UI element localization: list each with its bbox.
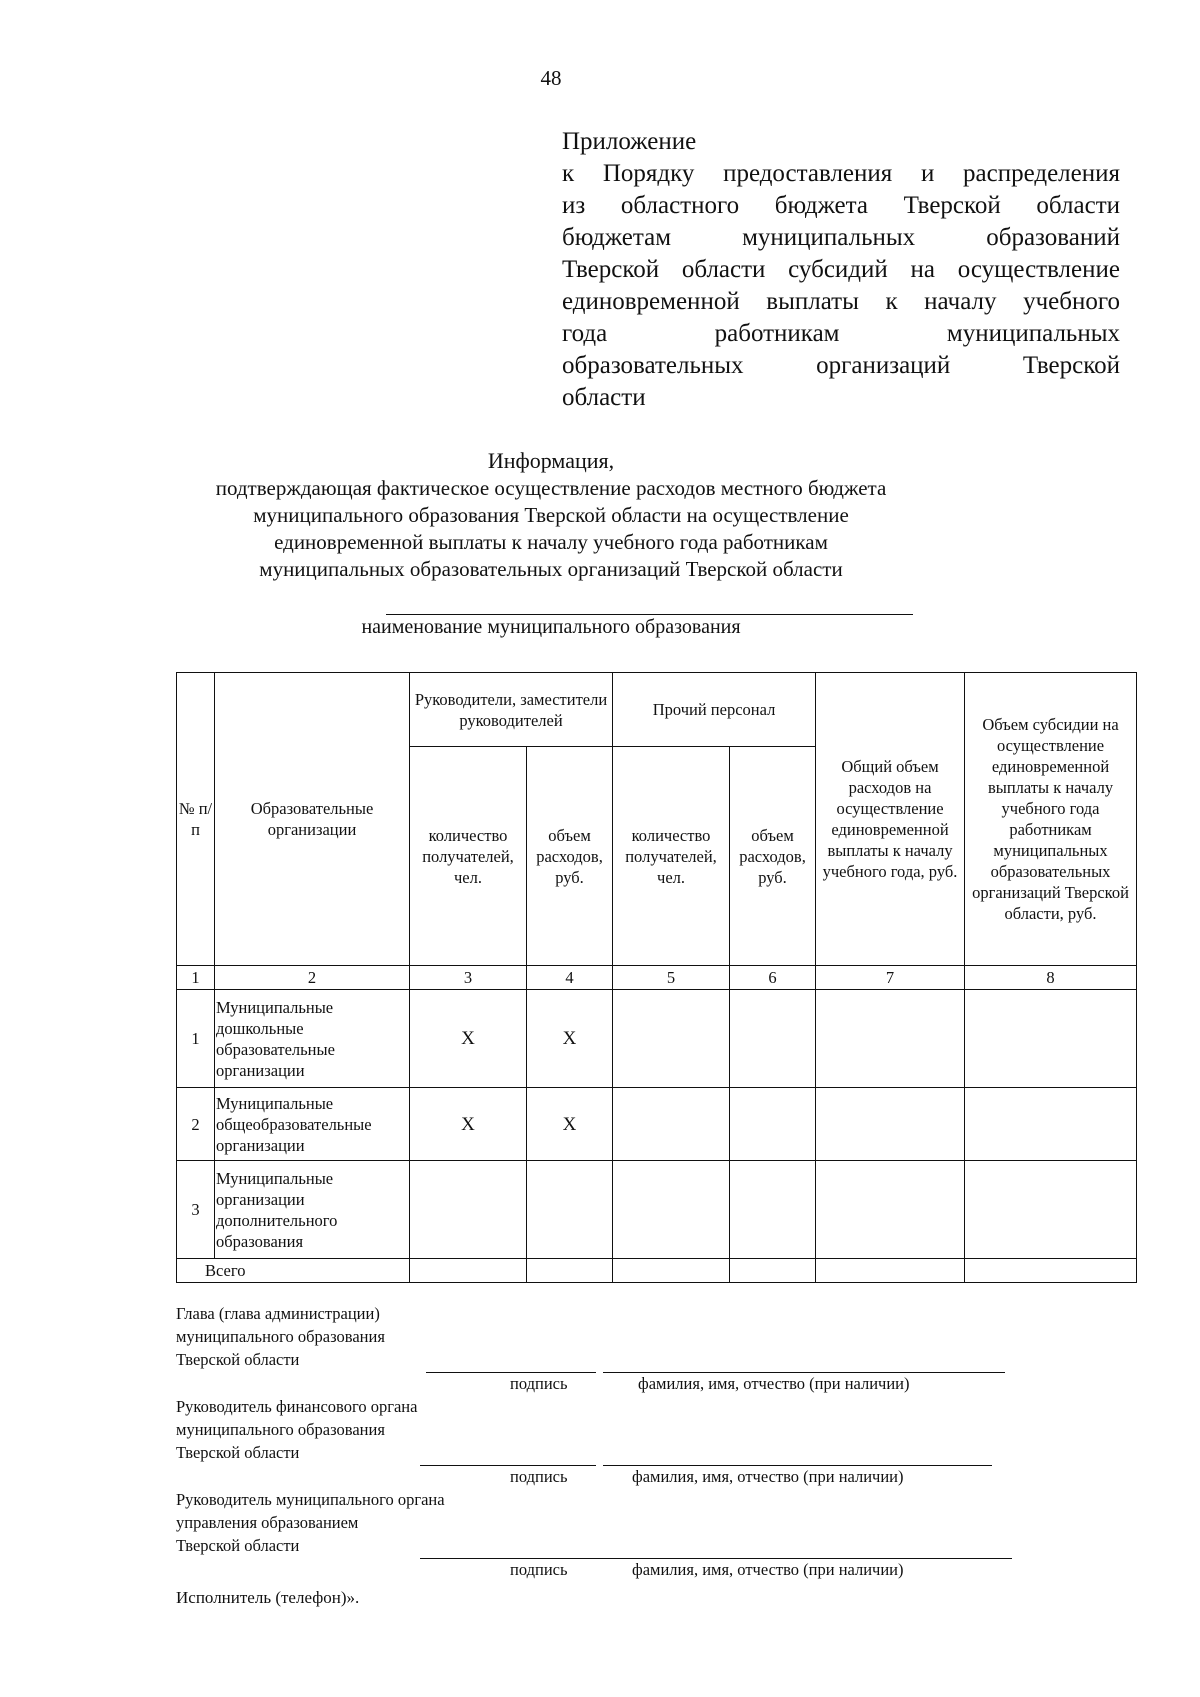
column-number: 3	[410, 966, 527, 990]
header-count: количество получателей, чел.	[613, 747, 730, 966]
column-number: 5	[613, 966, 730, 990]
signature-role-line: Тверской области	[176, 1443, 300, 1462]
signature-line[interactable]	[426, 1372, 596, 1373]
appendix-header	[562, 126, 1120, 414]
table-row	[177, 1161, 1137, 1259]
total-cell-8[interactable]	[965, 1259, 1137, 1283]
row-org: Муниципальные общеобразовательные организации	[215, 1088, 410, 1161]
signature-role-line: Тверской области	[176, 1350, 300, 1369]
signature-role-line: Тверской области	[176, 1536, 300, 1555]
header-amount: объем расходов, руб.	[730, 747, 816, 966]
header-num: № п/п	[177, 673, 215, 966]
column-number: 1	[177, 966, 215, 990]
name-caption: фамилия, имя, отчество (при наличии)	[632, 1467, 904, 1486]
row-cell-8[interactable]	[965, 990, 1137, 1088]
column-number: 6	[730, 966, 816, 990]
signature-block-education	[176, 1488, 1036, 1557]
row-cell-8[interactable]	[965, 1161, 1137, 1259]
table-row	[177, 990, 1137, 1088]
signature-caption: подпись	[510, 1467, 568, 1486]
page-number: 48	[540, 66, 562, 90]
signature-line[interactable]	[420, 1465, 596, 1466]
row-num: 3	[177, 1161, 215, 1259]
appendix-line: области	[562, 384, 646, 411]
appendix-line: бюджетам муниципальных образований	[562, 224, 1120, 251]
column-number: 7	[816, 966, 965, 990]
total-label: Всего	[177, 1259, 410, 1283]
signature-role-line: муниципального образования	[176, 1420, 385, 1439]
header-amount: объем расходов, руб.	[527, 747, 613, 966]
signature-and-name-line[interactable]	[420, 1558, 1012, 1559]
row-cell-3[interactable]: X	[410, 1088, 527, 1161]
row-cell-4[interactable]	[527, 1161, 613, 1259]
column-number: 4	[527, 966, 613, 990]
info-title: Информация,	[487, 448, 615, 473]
row-num: 2	[177, 1088, 215, 1161]
total-cell-6[interactable]	[730, 1259, 816, 1283]
signature-role-line: Руководитель муниципального органа	[176, 1490, 445, 1509]
row-cell-5[interactable]	[613, 1088, 730, 1161]
executor-label: Исполнитель (телефон)».	[176, 1588, 360, 1607]
total-cell-3[interactable]	[410, 1259, 527, 1283]
header-count: количество получателей, чел.	[410, 747, 527, 966]
report-table	[176, 672, 1137, 1283]
column-number: 8	[965, 966, 1137, 990]
row-cell-7[interactable]	[816, 1161, 965, 1259]
appendix-line: из областного бюджета Тверской области	[562, 192, 1120, 219]
info-description	[40, 475, 1062, 583]
row-cell-3[interactable]	[410, 1161, 527, 1259]
column-number: 2	[215, 966, 410, 990]
appendix-line: к Порядку предоставления и распределения	[562, 160, 1120, 187]
appendix-line: года работникам муниципальных	[562, 320, 1120, 347]
row-cell-4[interactable]: X	[527, 990, 613, 1088]
row-cell-8[interactable]	[965, 1088, 1137, 1161]
signature-caption: подпись	[510, 1560, 568, 1579]
header-group-managers: Руководители, заместители руководителей	[410, 673, 613, 747]
total-cell-4[interactable]	[527, 1259, 613, 1283]
row-cell-5[interactable]	[613, 990, 730, 1088]
header-subsidy: Объем субсидии на осуществление единовременной выплаты к началу учебного года работникам муниципальных образовательных организаций Тверской области, руб.	[965, 673, 1137, 966]
info-line: муниципальных образовательных организаций Тверской области	[259, 557, 843, 581]
row-cell-6[interactable]	[730, 1088, 816, 1161]
total-cell-5[interactable]	[613, 1259, 730, 1283]
row-org: Муниципальные дошкольные образовательные организации	[215, 990, 410, 1088]
row-cell-3[interactable]: X	[410, 990, 527, 1088]
appendix-line: образовательных организаций Тверской	[562, 352, 1120, 379]
row-cell-5[interactable]	[613, 1161, 730, 1259]
column-numbers-row	[177, 966, 1137, 990]
header-total-expenses: Общий объем расходов на осуществление единовременной выплаты к началу учебного года, руб.	[816, 673, 965, 966]
row-org: Муниципальные организации дополнительного образования	[215, 1161, 410, 1259]
appendix-title: Приложение	[562, 128, 697, 155]
row-cell-7[interactable]	[816, 990, 965, 1088]
name-line[interactable]	[603, 1465, 992, 1466]
name-line[interactable]	[603, 1372, 1005, 1373]
total-row	[177, 1259, 1137, 1283]
name-caption: фамилия, имя, отчество (при наличии)	[632, 1560, 904, 1579]
header-group-other-staff: Прочий персонал	[613, 673, 816, 747]
row-cell-6[interactable]	[730, 1161, 816, 1259]
signature-role-line: управления образованием	[176, 1513, 359, 1532]
info-line: единовременной выплаты к началу учебного года работникам	[274, 530, 828, 554]
signature-caption: подпись	[510, 1374, 568, 1393]
signature-role-line: Глава (глава администрации)	[176, 1304, 380, 1323]
info-line: муниципального образования Тверской области на осуществление	[253, 503, 849, 527]
appendix-line: единовременной выплаты к началу учебного	[562, 288, 1120, 315]
row-cell-4[interactable]: X	[527, 1088, 613, 1161]
signature-block-finance	[176, 1395, 1036, 1464]
appendix-line: Тверской области субсидий на осуществление	[562, 256, 1120, 283]
table-row	[177, 1088, 1137, 1161]
signature-block-head	[176, 1302, 1036, 1371]
signature-role-line: муниципального образования	[176, 1327, 385, 1346]
header-org: Образовательные организации	[215, 673, 410, 966]
municipality-name-line[interactable]	[386, 614, 913, 615]
row-cell-6[interactable]	[730, 990, 816, 1088]
row-num: 1	[177, 990, 215, 1088]
total-cell-7[interactable]	[816, 1259, 965, 1283]
municipality-name-caption: наименование муниципального образования	[361, 616, 741, 638]
row-cell-7[interactable]	[816, 1088, 965, 1161]
name-caption: фамилия, имя, отчество (при наличии)	[638, 1374, 910, 1393]
info-line: подтверждающая фактическое осуществление расходов местного бюджета	[215, 476, 887, 500]
signature-role-line: Руководитель финансового органа	[176, 1397, 418, 1416]
